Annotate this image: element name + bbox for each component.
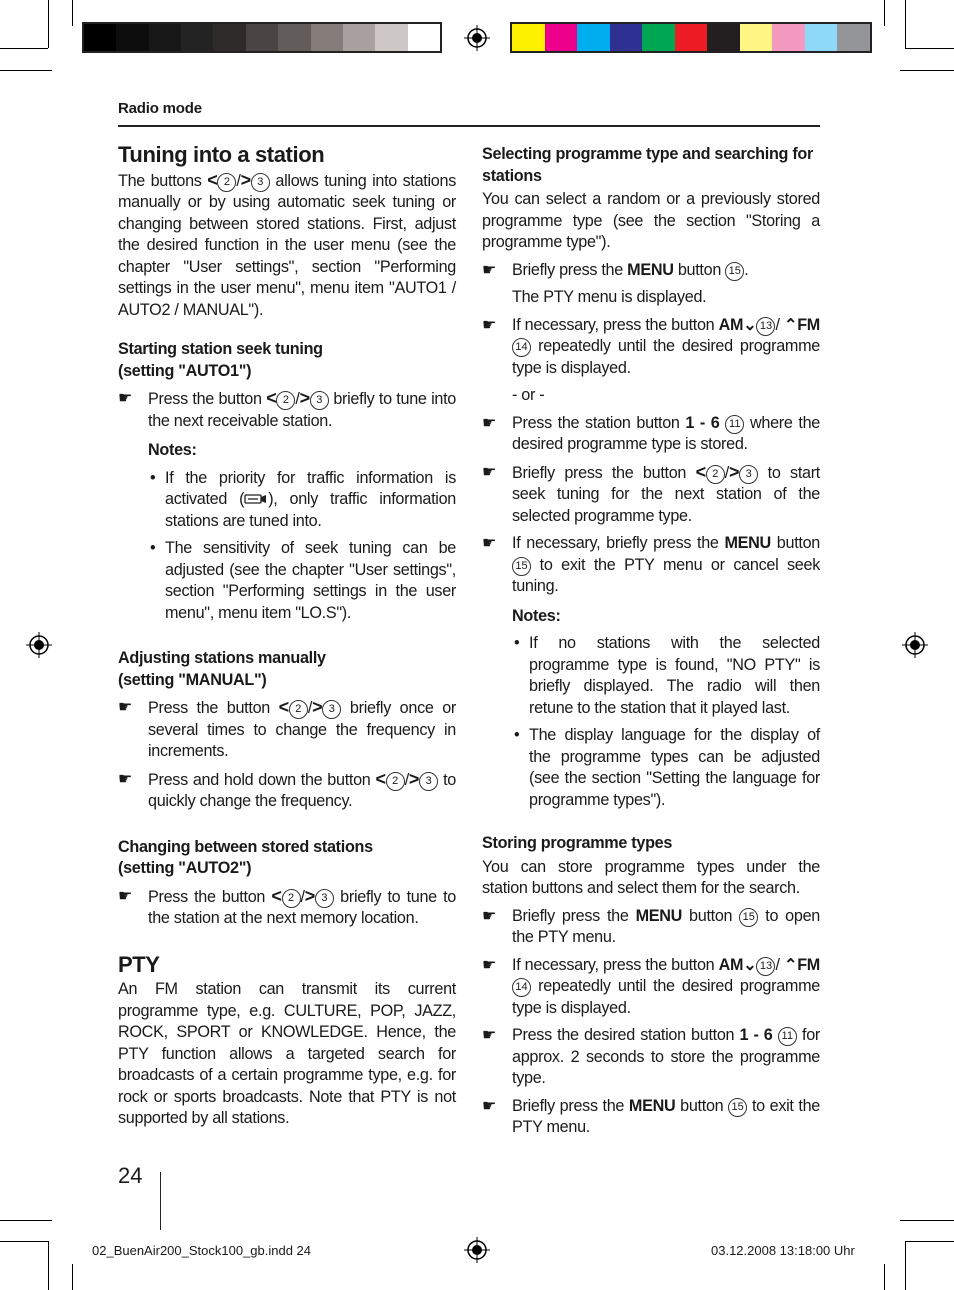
color-swatch [740,24,773,51]
heading-stored-setting: (setting "AUTO2") [118,859,252,877]
hand-pointer-icon: ☛ [482,1097,497,1115]
registration-mark-icon [464,25,490,51]
color-swatch [545,24,578,51]
crop-mark [0,70,52,71]
heading-seek-setting: (setting "AUTO1") [118,361,252,380]
step-store-4: ☛ Briefly press the MENU button 15 to exit the PTY menu. [482,1096,820,1136]
heading-store-pty: Storing programme types [482,834,673,852]
page-number-rule [160,1172,161,1230]
process-color-bar [510,22,872,53]
left-column [118,144,456,1130]
section-title-tuning: Tuning into a station [118,142,325,167]
footer-date: 03.12.2008 13:18:00 Uhr [711,1243,855,1258]
select-intro: You can select a random or a previously stored programme type (see the section "Storing a programme type"). [482,190,820,251]
crop-mark [48,0,49,48]
crop-mark [905,0,906,48]
hand-pointer-icon: ☛ [118,887,133,905]
tuning-intro: The buttons < 2 /> 3 allows tuning into stations manually or by using automatic seek tuning or changing between stored stations. First, adjust the desired function in the user menu (see the chapter "User settings", section "Performing settings in the user menu", menu item "AUTO1 / AUTO2 / MANUAL"). [118,169,456,319]
key-number-badge: 2 [217,173,236,192]
color-swatch [181,24,213,51]
pty-menu-result: The PTY menu is displayed. [512,288,707,306]
color-swatch [246,24,278,51]
crop-mark [48,1241,49,1290]
step-manual-2: ☛ Press and hold down the button < 2 /> 3 to quickly change the frequency. [118,768,456,810]
color-swatch [213,24,245,51]
crop-mark [884,0,885,26]
step-select-1: ☛ Briefly press the MENU button 15 . [482,260,820,282]
heading-manual-setting: (setting "MANUAL") [118,670,267,689]
color-swatch [343,24,375,51]
step-manual-1: ☛ Press the button < 2 /> 3 briefly once or several times to change the frequency in increments. [118,697,457,760]
notes-label: Notes: [148,441,197,459]
note-display-language: • The display language for the display of the programme types can be adjusted (see the section "Setting the language for programme types"). [512,725,820,811]
color-swatch [311,24,343,51]
section-title-pty: PTY [118,951,160,977]
step-select-5: ☛ If necessary, briefly press the MENU button 15 to exit the PTY menu or cancel seek tuning. [482,534,820,595]
crop-mark [884,1264,885,1290]
pty-intro: An FM station can transmit its current programme type, e.g. CULTURE, POP, JAZZ, ROCK, SPORT or KNOWLEDGE. Hence, the PTY function allows a targeted search for broadcasts of a certain programme type, e.g. for rock or sports broadcasts. Note that PTY is not supported by all stations. [118,980,456,1127]
hand-pointer-icon: ☛ [482,316,497,334]
heading-seek-tuning: Starting station seek tuning [118,340,323,358]
registration-mark-icon [902,632,928,658]
hand-pointer-icon: ☛ [482,907,497,925]
hand-pointer-icon: ☛ [482,463,497,481]
note-sensitivity: • The sensitivity of seek tuning can be adjusted (see the chapter "User settings", section "Performing settings in the user menu", menu item "LO.S"). [148,538,456,624]
color-swatch [375,24,407,51]
hand-pointer-icon: ☛ [482,261,497,279]
or-separator: - or - [512,386,545,404]
heading-stored: Changing between stored stations [118,837,373,856]
key-number-badge: 3 [251,173,270,192]
notes-label: Notes: [512,606,561,625]
step-store-2: ☛ If necessary, press the button AM⌄ 13 / ⌃FM 14 repeatedly until the desired programme type is displayed. [482,955,820,1017]
note-traffic: • If the priority for traffic information is activated ( ), only traffic information stations are tuned into. [148,468,456,533]
crop-mark [900,70,954,71]
step-select-3: ☛ Press the station button 1 - 6 11 where the desired programme type is stored. [482,413,820,453]
hand-pointer-icon: ☛ [482,956,497,974]
crop-mark [0,1241,48,1242]
traffic-info-icon [244,492,268,506]
color-swatch [408,24,440,51]
color-swatch [675,24,708,51]
footer-file: 02_BuenAir200_Stock100_gb.indd 24 [92,1243,312,1258]
heading-select-pty: Selecting programme type and searching for stations [482,145,814,185]
grayscale-color-bar [82,22,442,53]
step-store-1: ☛ Briefly press the MENU button 15 to open the PTY menu. [482,906,820,946]
hand-pointer-icon: ☛ [118,390,133,407]
color-swatch [278,24,310,51]
step-stored: ☛ Press the button < 2 /> 3 briefly to tune to the station at the next memory location. [118,885,456,927]
crop-mark [0,1220,52,1221]
color-swatch [805,24,838,51]
color-swatch [707,24,740,51]
color-swatch [610,24,643,51]
color-swatch [837,24,870,51]
hand-pointer-icon: ☛ [118,770,133,788]
crop-mark [900,1220,954,1221]
right-column [482,144,820,1145]
crop-mark [0,48,48,49]
crop-mark [905,1241,954,1242]
hand-pointer-icon: ☛ [482,535,497,552]
note-no-pty: • If no stations with the selected programme type is found, "NO PTY" is briefly displayed. The radio will then retune to the station that it played last. [512,633,820,719]
color-swatch [116,24,148,51]
heading-manual: Adjusting stations manually [118,649,326,667]
color-swatch [512,24,545,51]
registration-mark-icon [26,632,52,658]
step-seek: ☛ Press the button < 2 /> 3 briefly to tune into the next receivable station. [118,388,456,430]
hand-pointer-icon: ☛ [482,1027,497,1044]
hand-pointer-icon: ☛ [118,699,133,716]
crop-mark [72,1264,73,1290]
crop-mark [905,48,954,49]
crop-mark [72,0,73,26]
color-swatch [642,24,675,51]
hand-pointer-icon: ☛ [482,414,497,432]
crop-mark [905,1241,906,1290]
step-store-3: ☛ Press the desired station button 1 - 6 11 for approx. 2 seconds to store the programme type. [482,1026,820,1087]
color-swatch [772,24,805,51]
registration-mark-icon [464,1237,490,1263]
color-swatch [84,24,116,51]
page-number: 24 [118,1163,143,1188]
step-select-2: ☛ If necessary, press the button AM⌄ 13 / ⌃FM 14 repeatedly until the desired programme type is displayed. [482,315,820,377]
header-rule [118,125,820,127]
store-intro: You can store programme types under the station buttons and select them for the search. [482,857,820,897]
step-select-4: ☛ Briefly press the button < 2 /> 3 to start seek tuning for the next station of the selected programme type. [482,461,821,525]
color-swatch [577,24,610,51]
color-swatch [149,24,181,51]
running-header: Radio mode [118,100,202,117]
